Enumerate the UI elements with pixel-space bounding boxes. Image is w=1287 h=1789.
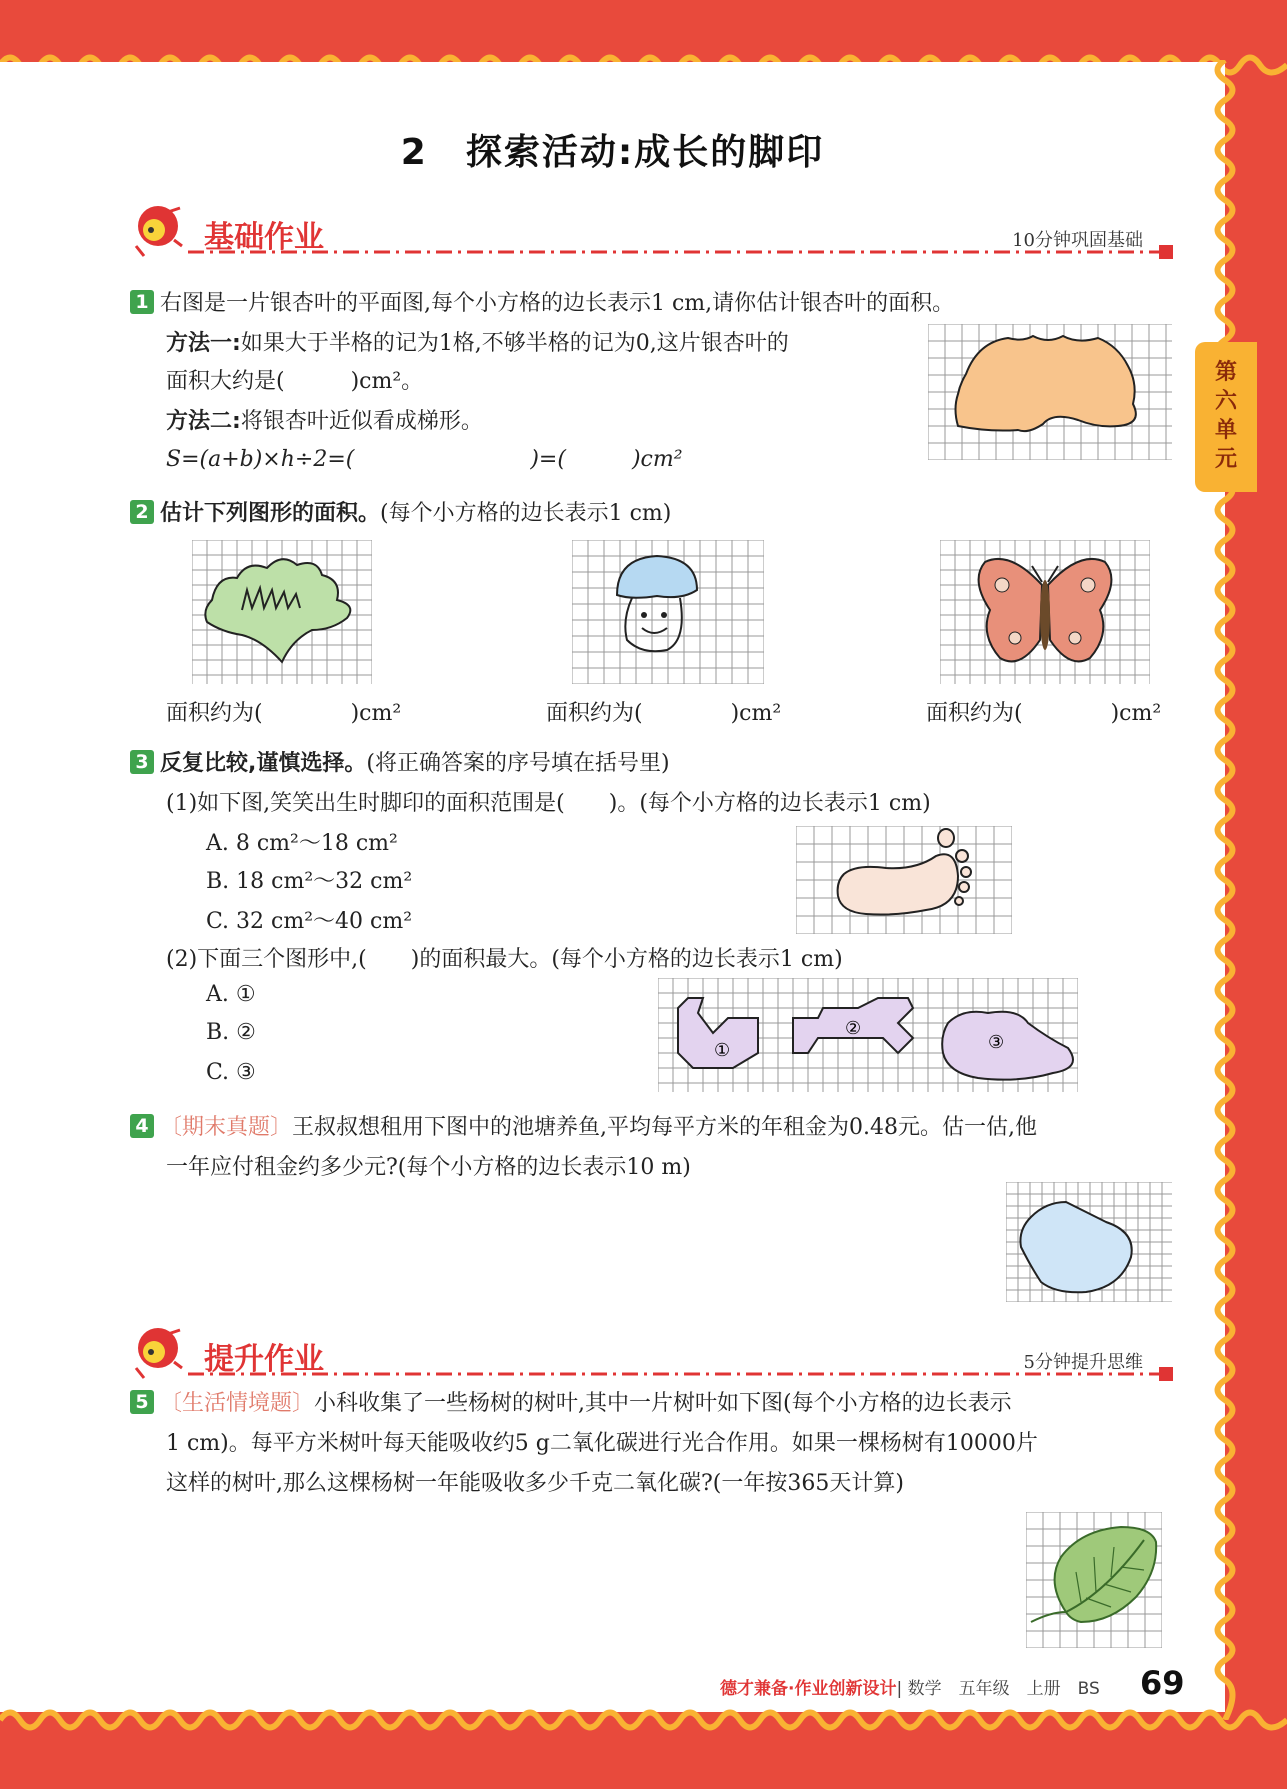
section-header-basic <box>128 200 1173 260</box>
page-number: 69 <box>1140 1664 1185 1702</box>
question-number: 4 <box>130 1114 154 1138</box>
q3-part2-option-c: C. ③ <box>206 1060 256 1085</box>
q3-part2: (2)下面三个图形中,( )的面积最大。(每个小方格的边长表示1 cm) <box>166 947 843 972</box>
q4-text-2: 一年应付租金约多少元?(每个小方格的边长表示10 m) <box>166 1155 691 1180</box>
section-rule-end <box>1159 245 1173 259</box>
q4-text: 王叔叔想租用下图中的池塘养鱼,平均每平方米的年租金为0.48元。估一估,他 <box>292 1115 1037 1140</box>
q3-part2-option-b: B. ② <box>206 1020 256 1045</box>
q2-answer-3: 面积约为( )cm² <box>926 701 1162 726</box>
section-note: 10分钟巩固基础 <box>1012 230 1143 251</box>
q1-text: 右图是一片银杏叶的平面图,每个小方格的边长表示1 cm,请你估计银杏叶的面积。 <box>160 291 955 316</box>
question-number: 2 <box>130 500 154 524</box>
question-number: 3 <box>130 750 154 774</box>
shape-1-label: ① <box>714 1040 731 1061</box>
q4-stem <box>130 1110 1037 1141</box>
q3-title: 反复比较,谨慎选择。 <box>160 751 367 776</box>
q1-stem <box>130 286 954 317</box>
method2-text: 将银杏叶近似看成梯形。 <box>240 409 483 434</box>
q1-method1-answer: 面积大约是( )cm²。 <box>166 369 424 394</box>
q5-stem <box>130 1386 1012 1417</box>
q5-text-2: 1 cm)。每平方米树叶每天能吸收约5 g二氧化碳进行光合作用。如果一棵杨树有10000片 <box>166 1431 1038 1456</box>
q3-note: (将正确答案的序号填在括号里) <box>366 751 670 776</box>
poplar-leaf-grid <box>1026 1512 1162 1648</box>
pond-grid <box>1006 1182 1172 1302</box>
q1-method2 <box>166 404 483 435</box>
footprint-grid <box>796 826 1012 934</box>
method1-label: 方法一: <box>166 331 241 356</box>
mascot-icon <box>128 200 186 260</box>
footer-meta: | 数学 五年级 上册 BS <box>896 1679 1100 1699</box>
section-note: 5分钟提升思维 <box>1023 1352 1143 1373</box>
footer-info <box>720 1674 1100 1699</box>
section-rule <box>188 250 1173 254</box>
butterfly-shape-grid <box>940 540 1150 684</box>
unit-tab <box>1195 342 1257 492</box>
method1-text: 如果大于半格的记为1格,不够半格的记为0,这片银杏叶的 <box>240 331 789 356</box>
shape-3-label: ③ <box>988 1032 1005 1053</box>
shape-2-label: ② <box>845 1018 862 1039</box>
q3-part2-option-a: A. ① <box>206 982 256 1007</box>
q1-method1 <box>166 326 789 357</box>
page-title: 2 探索活动:成长的脚印 <box>400 132 825 173</box>
section-rule-end <box>1159 1367 1173 1381</box>
q2-note: (每个小方格的边长表示1 cm) <box>380 501 672 526</box>
question-number: 5 <box>130 1390 154 1414</box>
q2-answer-2: 面积约为( )cm² <box>546 701 782 726</box>
q3-part1-option-b: B. 18 cm²～32 cm² <box>206 869 413 894</box>
section-title: 基础作业 <box>204 220 324 255</box>
q1-formula: S=(a+b)×h÷2=( )=( )cm² <box>166 447 683 472</box>
footer-brand: 德才兼备·作业创新设计 <box>720 1679 897 1699</box>
q3-part1-option-a: A. 8 cm²～18 cm² <box>206 831 398 856</box>
section-title: 提升作业 <box>204 1342 324 1377</box>
q5-text-3: 这样的树叶,那么这棵杨树一年能吸收多少千克二氧化碳?(一年按365天计算) <box>166 1471 904 1496</box>
question-number: 1 <box>130 290 154 314</box>
q3-part1-option-c: C. 32 cm²～40 cm² <box>206 909 413 934</box>
question-tag: 〔期末真题〕 <box>160 1115 293 1140</box>
q2-title: 估计下列图形的面积。 <box>160 501 381 526</box>
q5-text: 小科收集了一些杨树的树叶,其中一片树叶如下图(每个小方格的边长表示 <box>314 1391 1012 1416</box>
q3-stem <box>130 746 670 777</box>
q2-answer-1: 面积约为( )cm² <box>166 701 402 726</box>
method2-label: 方法二: <box>166 409 241 434</box>
question-tag: 〔生活情境题〕 <box>160 1391 315 1416</box>
three-shapes-grid <box>658 978 1078 1092</box>
unit-tab-label: 第六单元 <box>1214 360 1237 472</box>
section-header-advanced <box>128 1322 1173 1382</box>
q3-part1: (1)如下图,笑笑出生时脚印的面积范围是( )。(每个小方格的边长表示1 cm) <box>166 791 931 816</box>
border-wave-bottom <box>0 1690 1287 1750</box>
ginkgo-grid <box>928 324 1172 460</box>
leaf-shape-grid <box>192 540 372 684</box>
section-rule <box>188 1372 1173 1376</box>
mushroom-shape-grid <box>572 540 764 684</box>
q2-stem <box>130 496 671 527</box>
border-wave-right <box>1205 60 1287 1720</box>
mascot-icon <box>128 1322 186 1382</box>
